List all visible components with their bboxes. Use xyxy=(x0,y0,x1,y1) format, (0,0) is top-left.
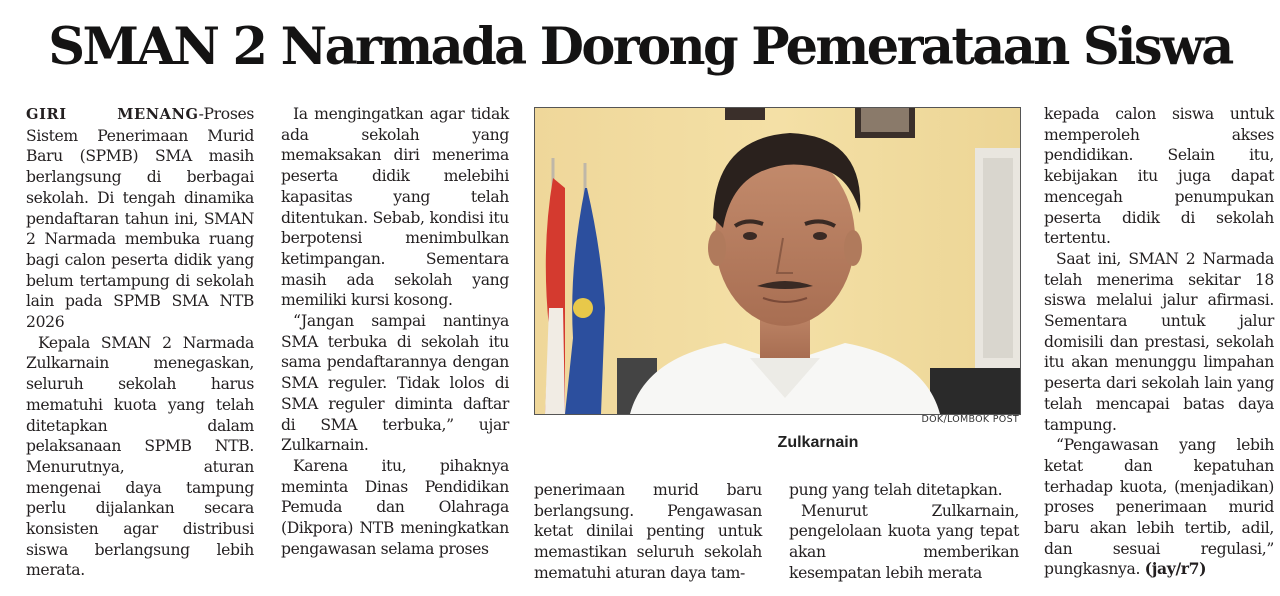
paragraph: “Jangan sampai nantinya SMA terbuka di sekolah itu sama pendaftarannya dengan SMA reguler. Tidak lolos di SMA reguler diminta daftar di SMA terbuka,” ujar Zulkarnain. xyxy=(281,312,509,455)
paragraph xyxy=(1044,435,1274,580)
news-photo xyxy=(534,107,1021,415)
paragraph-text: “Pengawasan yang lebih ketat dan kepatuhan terhadap kuota, (menjadikan) proses penerimaan murid baru akan lebih tertib, adil, dan sesuai regulasi,” pungkasnya. xyxy=(1044,436,1274,579)
paragraph: penerimaan murid baru berlangsung. Pengawasan ketat dinilai penting untuk memastikan seluruh sekolah mematuhi aturan daya tam- xyxy=(534,481,762,582)
paragraph: pung yang telah ditetapkan. xyxy=(789,481,1003,499)
dateline: GIRI MENANG xyxy=(26,106,199,123)
portrait-illustration xyxy=(535,108,1020,414)
article-column-5 xyxy=(1044,104,1274,580)
photo-caption: Zulkarnain xyxy=(777,434,859,451)
paragraph xyxy=(26,104,254,333)
paragraph: Saat ini, SMAN 2 Narmada telah menerima sekitar 18 siswa melalui jalur afirmasi. Sementara untuk jalur domisili dan prestasi, sekolah itu akan menunggu limpahan peserta dari sekolah lain yang telah mencapai batas daya tampung. xyxy=(1044,249,1274,434)
headline: SMAN 2 Narmada Dorong Pemerataan Siswa xyxy=(48,17,1232,77)
paragraph: Karena itu, pihaknya meminta Dinas Pendidikan Pemuda dan Olahraga (Dikpora) NTB meningkatkan pengawasan selama proses xyxy=(281,456,509,558)
article-column-2 xyxy=(281,104,509,559)
photo-credit: DOK/LOMBOK POST xyxy=(921,414,1019,425)
paragraph: kepada calon siswa untuk memperoleh akses pendidikan. Selain itu, kebijakan itu juga dapat mencegah penumpukan peserta didik di sekolah tertentu. xyxy=(1044,105,1274,248)
article-column-1 xyxy=(26,104,254,581)
article-column-3 xyxy=(534,480,762,584)
paragraph-text: -Proses Sistem Penerimaan Murid Baru (SPMB) SMA masih berlangsung di berbagai sekolah. Di tengah dinamika pendaftaran tahun ini, SMAN 2 Narmada membuka ruang bagi calon peserta didik yang belum tertampung di sekolah lain pada SPMB SMA NTB 2026 xyxy=(26,105,254,332)
paragraph: Ia mengingatkan agar tidak ada sekolah yang memaksakan diri menerima peserta didik melebihi kapasitas yang telah ditentukan. Sebab, kondisi itu berpotensi menimbulkan ketimpangan. Sementara masih ada sekolah yang memiliki kursi kosong. xyxy=(281,105,509,310)
article-column-4 xyxy=(789,480,1019,584)
paragraph: Kepala SMAN 2 Narmada Zulkarnain menegaskan, seluruh sekolah harus mematuhi kuota yang telah ditetapkan dalam pelaksanaan SPMB NTB. Menurutnya, aturan mengenai daya tampung perlu dijalankan secara konsisten agar distribusi siswa berlangsung lebih merata. xyxy=(26,333,254,580)
paragraph: Menurut Zulkarnain, pengelolaan kuota yang tepat akan memberikan kesempatan lebih merata xyxy=(789,501,1019,582)
author-signoff: (jay/r7) xyxy=(1144,559,1207,579)
